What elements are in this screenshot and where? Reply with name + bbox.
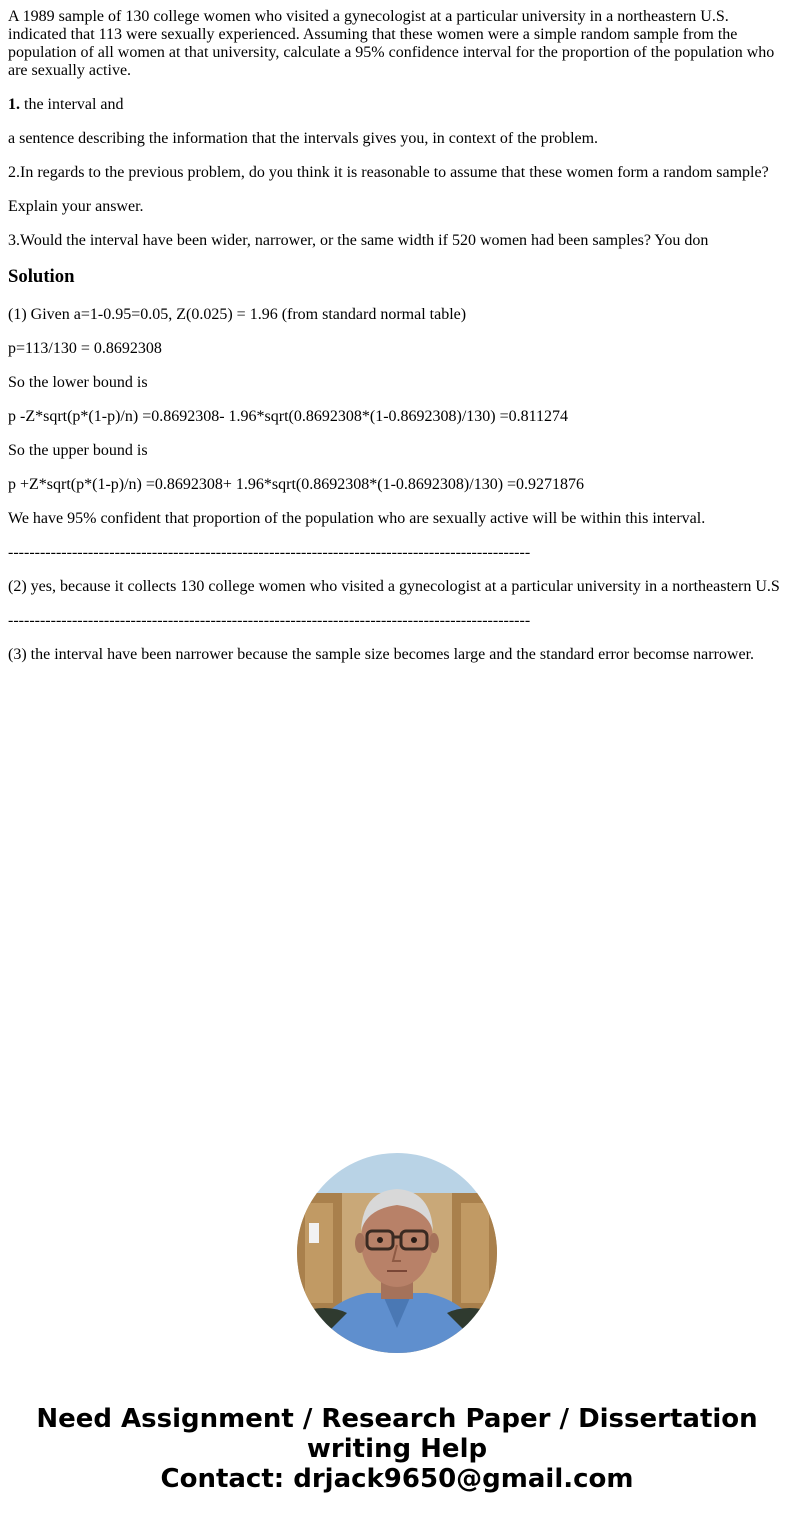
solution-line: So the lower bound is bbox=[8, 374, 148, 391]
solution-line: So the upper bound is bbox=[8, 442, 148, 459]
promo-line-2: writing Help bbox=[306, 1434, 488, 1464]
item-1-text: the interval and bbox=[20, 96, 124, 113]
solution-line: p +Z*sqrt(p*(1-p)/n) =0.8692308+ 1.96*sqrt(0.8692308*(1-0.8692308)/130) =0.9271876 bbox=[8, 476, 585, 493]
question-item-2-followup: Explain your answer. bbox=[8, 198, 144, 215]
question-intro: A 1989 sample of 130 college women who visited a gynecologist at a particular university in a northeastern U.S. indicated that 113 were sexually experienced. Assuming that these women were a simple random sample from the population of all women at that university, calculate a 95% confidence interval for the proportion of the population who are sexually active. bbox=[8, 8, 775, 79]
separator: -------------------------------------------------------------------------------------------------- bbox=[8, 612, 531, 629]
promo-banner bbox=[0, 1404, 794, 1494]
separator: -------------------------------------------------------------------------------------------------- bbox=[8, 544, 531, 561]
answer-2: (2) yes, because it collects 130 college women who visited a gynecologist at a particular university in a northeastern U.S bbox=[8, 578, 780, 595]
promo-line-1: Need Assignment / Research Paper / Dissertation bbox=[36, 1404, 758, 1434]
solution-line: (1) Given a=1-0.95=0.05, Z(0.025) = 1.96 (from standard normal table) bbox=[8, 306, 467, 323]
question-item-2: 2.In regards to the previous problem, do you think it is reasonable to assume that these women form a random sample? bbox=[8, 164, 769, 181]
solution-line: p -Z*sqrt(p*(1-p)/n) =0.8692308- 1.96*sqrt(0.8692308*(1-0.8692308)/130) =0.811274 bbox=[8, 408, 569, 425]
author-avatar bbox=[297, 1153, 497, 1353]
author-portrait-image bbox=[297, 1153, 497, 1353]
promo-contact: Contact: drjack9650@gmail.com bbox=[160, 1464, 634, 1494]
solution-line: p=113/130 = 0.8692308 bbox=[8, 340, 162, 357]
document-content bbox=[8, 8, 786, 680]
solution-heading: Solution bbox=[8, 266, 75, 287]
answer-3: (3) the interval have been narrower because the sample size becomes large and the standard error becomse narrower. bbox=[8, 646, 755, 663]
question-item-1-detail: a sentence describing the information that the intervals gives you, in context of the problem. bbox=[8, 130, 599, 147]
question-item-3: 3.Would the interval have been wider, narrower, or the same width if 520 women had been samples? You don bbox=[8, 232, 709, 249]
item-1-number: 1. bbox=[8, 96, 20, 113]
question-item-1 bbox=[8, 96, 786, 114]
solution-line: We have 95% confident that proportion of the population who are sexually active will be within this interval. bbox=[8, 510, 706, 527]
